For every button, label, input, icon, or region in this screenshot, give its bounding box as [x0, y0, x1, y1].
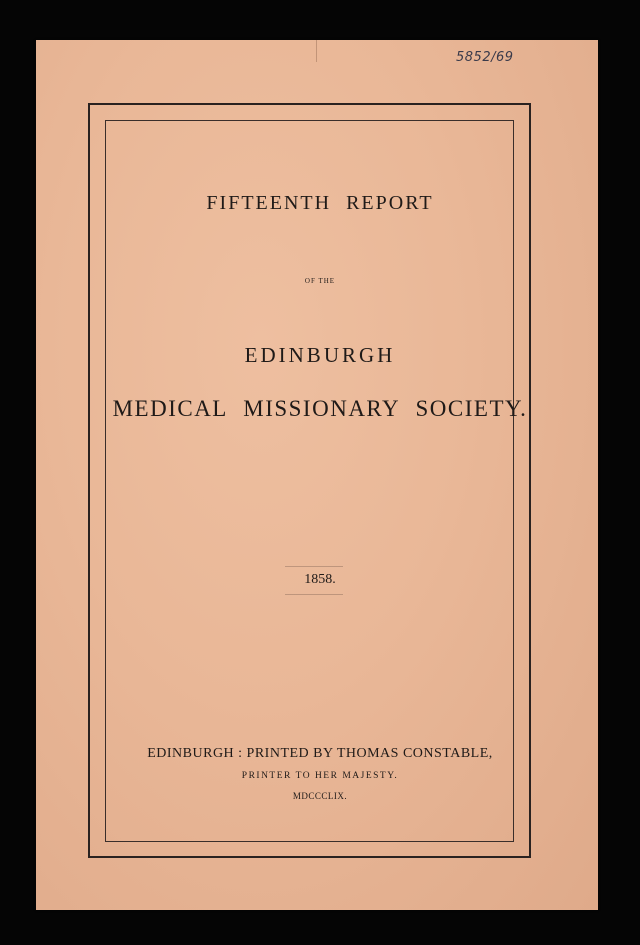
inner-border: [105, 120, 514, 842]
publication-year: 1858.: [304, 572, 336, 587]
year-rule-top: [285, 566, 343, 567]
of-the-label: OF THE: [304, 277, 336, 285]
imprint-line-2: PRINTER TO HER MAJESTY.: [241, 771, 399, 781]
title-line-2: EDINBURGH: [244, 343, 396, 367]
title-line-1: FIFTEENTH REPORT: [206, 192, 434, 214]
title-line-3: MEDICAL MISSIONARY SOCIETY.: [112, 396, 528, 421]
year-rule-bottom: [285, 594, 343, 595]
imprint-line-1: EDINBURGH : PRINTED BY THOMAS CONSTABLE,: [147, 746, 493, 761]
catalog-mark: 5852/69: [456, 50, 514, 65]
imprint-year: MDCCCLIX.: [292, 791, 348, 801]
